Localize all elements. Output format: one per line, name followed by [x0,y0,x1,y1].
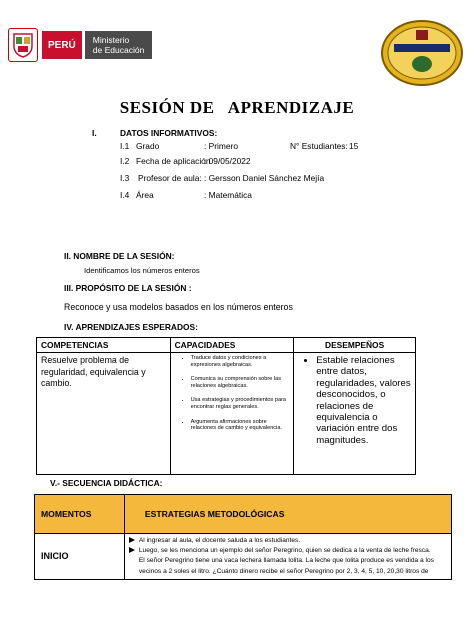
row-area-value: : Matemática [204,190,252,200]
strategy-line: El señor Peregrino tiene una vaca lechera llamada lolita. La leche que lolita produce es vendida a los [138,557,434,565]
inicio-strategies [124,534,451,580]
desempenos-list [298,355,411,446]
row-fecha-label: Fecha de aplicación [136,156,211,166]
competencia-cell: Resuelve problema de regularidad, equivalencia y cambio. [37,353,171,475]
section4-heading: IV. APRENDIZAJES ESPERADOS: [64,322,198,332]
row-grado-value: : Primero [204,141,238,151]
row-profesor-value: : Gersson Daniel Sánchez Mejía [204,173,325,183]
peru-shield-icon [8,28,38,62]
arrow-bullet-icon [129,537,135,543]
section3-heading: III. PROPÓSITO DE LA SESIÓN : [64,283,192,293]
sequence-row-inicio [35,534,452,580]
col-competencias: COMPETENCIAS [37,338,171,353]
col-capacidades: CAPACIDADES [170,338,294,353]
col-momentos: MOMENTOS [35,495,125,534]
row-grado-label: Grado [136,141,160,151]
capacidades-cell [170,353,294,475]
strategy-line-text: Luego, se les menciona un ejemplo del señor Peregrino, quien se dedica a la venta de leche fresca. [138,547,431,555]
arrow-bullet-icon [129,547,135,553]
row-area-label: Área [136,190,154,200]
col-desempenos: DESEMPEÑOS [294,338,416,353]
minedu-logo [8,28,186,62]
row-profesor-num: I.3 [120,173,130,183]
strategy-line-text: Al ingresar al aula, el docente saluda a los estudiantes. [138,537,301,544]
session-name: Identificamos los números enteros [84,266,200,275]
capacidad-item: • Comunica su comprensión sobre las relaciones algebraicas. [191,376,290,389]
strategy-line [129,536,447,546]
ministry-line2: de Educación [92,45,145,55]
capacidad-item: • Argumenta afirmaciones sobre relaciones de cambio y equivalencia. [191,419,290,432]
section5-heading: V.- SECUENCIA DIDÁCTICA: [50,478,163,488]
learning-table-row [37,353,416,475]
strategy-line [129,546,447,556]
page-title: SESIÓN DE APRENDIZAJE [119,98,355,117]
row-students-value: 15 [349,141,359,151]
capacidades-list [175,355,290,432]
row-profesor-label: Profesor de aula: [138,173,202,183]
strategy-line: vecinos a 2 soles el litro. ¿Cuánto dinero recibe el señor Peregrino por 2, 3, 4, 5, 10, 20,30 litros de [138,567,429,575]
row-grado-num: I.1 [120,141,130,151]
row-fecha-value: : 09/05/2022 [204,156,251,166]
ministry-label [85,31,153,59]
section1-number: I. [92,128,97,138]
desempeno-item: • Estable relaciones entre datos, regularidades, valores desconocidos, o relaciones de equivalencia o variación entre dos magnitudes. [316,355,411,446]
row-fecha-num: I.2 [120,156,130,166]
moment-inicio: INICIO [35,534,125,580]
capacidad-item: • Usa estrategias y procedimientos para encontrar reglas generales. [191,397,290,410]
school-seal-icon [380,18,464,88]
row-students-label: N° Estudiantes: [290,141,348,151]
sequence-table-header [35,495,452,534]
section1-heading: DATOS INFORMATIVOS: [120,128,218,138]
sequence-table [34,494,452,580]
session-purpose: Reconoce y usa modelos basados en los números enteros [64,302,293,312]
capacidad-item: • Traduce datos y condiciones a expresiones algebraicas. [191,355,290,368]
learning-table [36,337,416,475]
section2-heading: II. NOMBRE DE LA SESIÓN: [64,251,175,261]
learning-table-header [37,338,416,353]
desempenos-cell [294,353,416,475]
ministry-line1: Ministerio [92,35,130,45]
col-estrategias: ESTRATEGIAS METODOLÓGICAS [124,495,451,534]
row-area-num: I.4 [120,190,130,200]
peru-label: PERÚ [42,31,82,59]
